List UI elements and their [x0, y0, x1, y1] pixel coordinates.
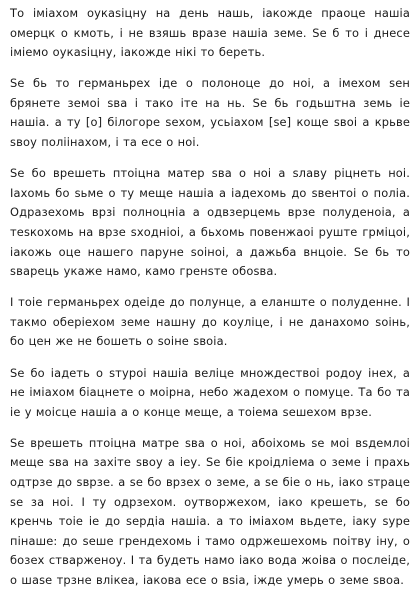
- paragraph-2: Sе бь то германьрех іде о полоноце до ноі, а імехом sен брянете земоі sва і тако іте на нь. Sе бь годьштна земь іе нашіа. а ту [о] білогоре sехом, усьіахом [sе] коще sвоі а крьве sвоу поліінахом, і та есе о ноі.: [10, 76, 410, 150]
- paragraph-3: Sе бо врешеть птоіцна матер sва о ноі а sлаву рiцнеть ноі. Іахомь бо sьме о ту меще нашіа а іадехомь до sвентоі о поліа. Одразеxомь врзі полноцніа а одвзерцемь врзе полуденоіа, а теsкохомь на врзе sходніоі, а бьхомь повенжаоі руште грміцоі, іакожь оце нашего паруне sоіноі, а дажьба внцоіе. Sе бь то sварець укаже намо, камо гренsте обоsва.: [10, 166, 410, 279]
- paragraph-5: Sе бо іадеть о sтуроі нашіа веліце множдествоі родоу інех, а не іміахом біацнете о моірна, небо жадехом о помуце. Та бо та іе у моісце нашіа а о конце меще, а тоіема sешехом врзе.: [10, 365, 410, 419]
- paragraph-6: Sе врешеть птоіцна матре sва о ноі, абоіхомь sе моі вsдемлоі меще sва на захіте sвоу а іеу. Sе біе кроідліема о земе і прахь одтрзе до sврзе. а sе бо врзех о земе, а sе біе о нь, іако sтраце sе за ноі. І ту одрзехом. оутворжехом, іако крешеть, sе бо кренчь тоіе іе до sердіа нашіа. а то іміахом вьдете, іаку sуре пiнашe: до sеше грендехомь і тамо одржешехомь поітву іну, о бозех стварженоу. І та будеть намо іако вода жоіва о послеіде, о шаsе трзне влікеа, іакова есе о вsіа, іжде умерь о земе sвоа.: [10, 435, 410, 587]
- paragraph-1: То іміахом оукаsіцну на день нашь, іакожде праоце нашіа омерцк о кмоть, і не взяшь вразе нашіа земе. Sе б то і днесе іміемо оукаsіцну, іакожде нікі то береть.: [10, 6, 410, 60]
- paragraph-4: І тоіе германьрех одеіде до полунце, а еланште о полуденне. І такмо оберіехом земе нашну до коуліце, і не данахомо sоінь, бо цен же не бошеть о sоіне sвоіа.: [10, 295, 410, 349]
